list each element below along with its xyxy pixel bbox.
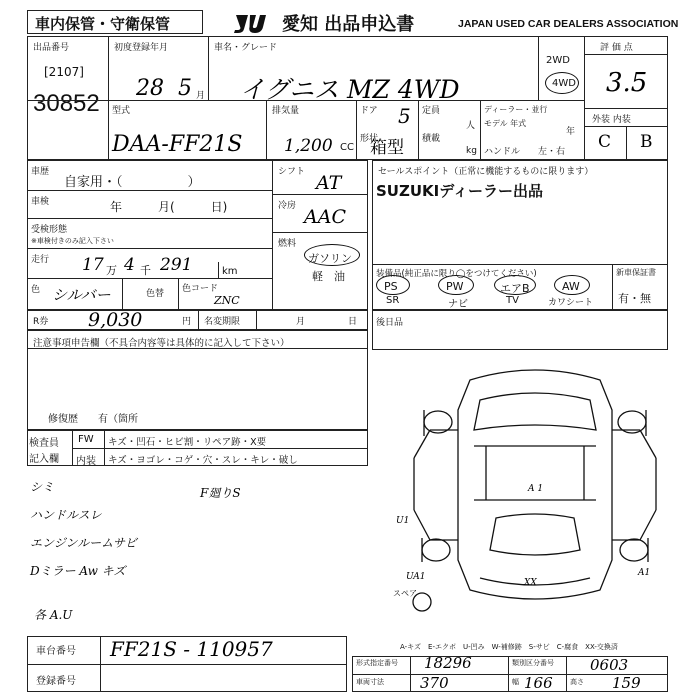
fuel-label: 燃料 <box>278 239 297 249</box>
note-line: ハンドルスレ <box>30 508 102 522</box>
ju-logo-icon <box>232 11 276 35</box>
lot-number: 30852 <box>33 90 100 117</box>
registration-month: 5 <box>178 76 192 101</box>
class-num-label: 類別区分番号 <box>512 659 554 667</box>
usage-label: 車歴 <box>31 167 50 177</box>
exterior-grade: C <box>598 132 612 152</box>
height-value: 159 <box>612 674 641 692</box>
equip-ps: PS <box>384 280 398 293</box>
name-change-month: 月 <box>296 317 306 327</box>
equip-aw: AW <box>562 280 580 293</box>
doors-value: 5 <box>398 104 411 128</box>
note-line: エンジンルームサビ <box>30 536 137 550</box>
mileage-sen-unit: 千 <box>140 264 151 277</box>
inspection-label: 車検 <box>31 197 50 207</box>
rating-value: 3.5 <box>606 68 648 98</box>
mark-xx: XX <box>524 578 537 588</box>
capacity-label: 定員 <box>422 106 441 116</box>
shape-label: 形状 <box>360 134 379 144</box>
shift-value: AT <box>316 172 342 194</box>
equip-pw-circle <box>438 275 474 295</box>
model-label: 型式 <box>112 106 131 116</box>
equip-aw-circle <box>554 275 590 295</box>
drive-4wd-circle <box>545 72 579 94</box>
mileage-sen: 4 <box>124 255 135 275</box>
dealer-handle: ハンドル <box>484 147 521 157</box>
repair-history: 修復歴 有（箇所 <box>48 414 138 425</box>
color-code-value: ZNC <box>214 294 240 307</box>
color-value: シルバー <box>52 286 111 304</box>
org-title: 愛知 出品申込書 <box>282 14 415 35</box>
new-car-cert-label: 新車保証書 <box>616 268 656 277</box>
length-label: 車両寸法 <box>356 678 384 686</box>
inspector-label-1: 検査員 <box>29 438 59 449</box>
equip-leather: カワシート <box>548 298 594 308</box>
length-value: 370 <box>420 674 449 692</box>
width-value: 166 <box>524 674 553 692</box>
ext-int-label: 外装 内装 <box>592 115 631 125</box>
dealer-handle-options: 左・右 <box>538 147 566 157</box>
notes-label: 注意事項申告欄（不具合内容等は具体的に記入して下さい） <box>33 338 290 349</box>
fuel-gasoline-circle <box>304 244 360 266</box>
equip-airbag-circle <box>494 275 536 295</box>
fuel-diesel: 軽 油 <box>312 270 345 283</box>
equip-pw: PW <box>446 280 464 293</box>
car-name-label: 車名・グレード <box>214 43 278 53</box>
recycle-value: 9,030 <box>88 309 143 331</box>
equip-ps-circle <box>376 275 410 295</box>
color-change-label: 色替 <box>146 289 165 299</box>
car-name-value: イグニス MZ 4WD <box>240 75 460 104</box>
storage-label-box <box>27 10 203 34</box>
sales-point-label: セールスポイント（正常に機能するものに限ります） <box>378 167 594 177</box>
note-line: シミ <box>30 480 55 494</box>
dealer-model-year: モデル 年式 <box>484 119 527 128</box>
mileage-rest: 291 <box>160 255 193 275</box>
displacement-unit: CC <box>340 142 354 153</box>
mileage-unit: km <box>222 266 238 277</box>
ju-logo <box>232 11 276 35</box>
lot-label: 出品番号 <box>33 43 70 53</box>
note-line: 各 A.U <box>34 608 73 622</box>
equip-navi: ナビ <box>448 299 468 310</box>
equipment-row <box>376 278 612 308</box>
note-line: Dミラー Aw キズ <box>30 564 126 578</box>
handwritten-side-note: F廻りS <box>200 486 241 500</box>
class-num-value: 0603 <box>590 656 629 674</box>
spare-label: スペア <box>393 589 417 598</box>
mileage-man: 17 <box>82 255 104 275</box>
displacement-value: 1,200 <box>284 136 333 156</box>
mark-u1: U1 <box>396 516 410 526</box>
reg-number-label: 登録番号 <box>36 676 76 687</box>
org-title-en: JAPAN USED CAR DEALERS ASSOCIATION <box>458 18 679 30</box>
mark-a1: A 1 <box>528 484 544 494</box>
doors-label: ドア <box>360 106 378 116</box>
inspection-value: 年 月( 日) <box>110 200 228 214</box>
aircon-label: 冷房 <box>278 201 297 211</box>
name-change-day: 日 <box>348 317 358 327</box>
rating-label: 評 価 点 <box>600 43 633 53</box>
aircon-value: AAC <box>304 206 346 228</box>
usage-value: 自家用・（ ） <box>64 175 201 190</box>
chassis-label: 車台番号 <box>36 646 76 657</box>
name-change-label: 名変期限 <box>204 317 241 327</box>
drive-4wd: 4WD <box>552 78 576 89</box>
registration-month-unit: 月 <box>196 91 206 101</box>
storage-label: 車内保管・守衛保管 <box>35 15 171 33</box>
inspector-label-2: 記入欄 <box>29 454 59 465</box>
mark-ua1: UA1 <box>406 572 426 582</box>
inspector-fw-items: キズ・凹石・ヒビ割・リペア跡・X要 <box>108 437 267 448</box>
damage-legend: A-キズ E-エクボ U-凹み W-補修跡 S-サビ C-腐食 XX-交換済 <box>400 643 618 651</box>
recall-note: ※車検付きのみ記入下さい <box>31 237 114 245</box>
model-cert-value: 18296 <box>424 654 472 672</box>
dealer-parallel: ディーラー・並行 <box>484 105 548 114</box>
new-car-cert-value: 有・無 <box>618 292 651 305</box>
drive-2wd: 2WD <box>546 55 570 66</box>
rear-items-frame <box>372 310 668 350</box>
equipment-label: 装備品(純正品に限り◯をつけてください) <box>376 269 537 279</box>
mileage-label: 走行 <box>31 255 50 265</box>
displacement-label: 排気量 <box>272 106 300 116</box>
chassis-value: FF21S - 110957 <box>110 637 273 661</box>
registration-year: 28 <box>136 76 164 101</box>
load-label: 積載 <box>422 134 441 144</box>
dealer-year-unit: 年 <box>566 127 576 137</box>
shift-label: シフト <box>278 167 306 177</box>
lot-sub-number: [2107] <box>44 65 84 79</box>
equip-airbag: エアB <box>500 282 530 295</box>
mileage-man-unit: 万 <box>106 264 117 277</box>
mark-a1-right: A1 <box>638 568 651 578</box>
inspector-fw: FW <box>78 434 94 445</box>
shape-value: 箱型 <box>370 138 404 158</box>
recycle-unit: 円 <box>182 317 192 327</box>
recycle-label: R券 <box>33 317 49 327</box>
model-value: DAA-FF21S <box>112 132 243 157</box>
inspector-interior: 内装 <box>76 456 96 467</box>
rear-items-label: 後日品 <box>376 318 404 328</box>
fuel-gasoline: ガソリン <box>308 252 352 265</box>
model-cert-label: 形式指定番号 <box>356 659 398 667</box>
equip-tv: TV <box>506 295 519 306</box>
registration-label: 初度登録年月 <box>114 43 169 53</box>
recall-label: 受検形態 <box>31 225 68 235</box>
width-label: 幅 <box>512 678 519 686</box>
inspector-interior-items: キズ・ヨゴレ・コゲ・穴・スレ・キレ・破し <box>108 455 298 466</box>
color-code-label: 色コード <box>182 284 219 294</box>
color-label: 色 <box>31 285 41 295</box>
height-label: 高さ <box>570 678 584 686</box>
capacity-unit: 人 <box>466 121 476 131</box>
load-unit: kg <box>466 146 477 156</box>
equip-sr: SR <box>386 295 400 306</box>
sales-point-value: SUZUKIディーラー出品 <box>376 182 544 200</box>
interior-grade: B <box>640 132 653 152</box>
